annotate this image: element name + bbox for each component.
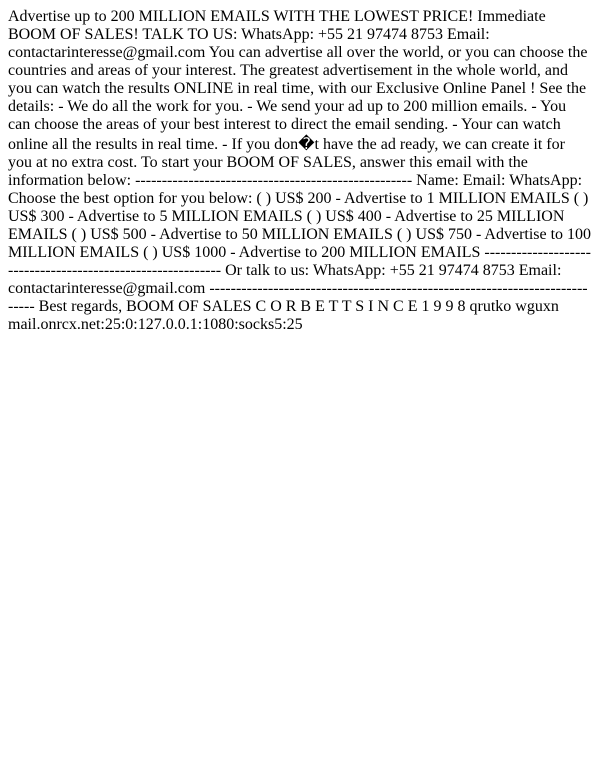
email-body-text: Advertise up to 200 MILLION EMAILS WITH THE LOWEST PRICE! Immediate BOOM OF SALES! TALK TO US: WhatsApp: +55 21 97474 8753 Email: contactarinteresse@gmail.com You can advertise all over the world, or you can choose the countries and areas of your interest. The greatest advertisement in the whole world, and you can watch the results ONLINE in real time, with our Exclusive Online Panel ! See the details: - We do all the work for you. - We send your ad up to 200 million emails. - You can choose the areas of your best interest to direct the email sending. - Your can watch online all the results in real time. - If you don�t have the ad ready, we can create it for you at no extra cost. To start your BOOM OF SALES, answer this email with the information below: ---------------------------------------------------- Name: Email: WhatsApp: Choose the best option for you below: ( ) US$ 200 - Advertise to 1 MILLION EMAILS ( ) US$ 300 - Advertise to 5 MILLION EMAILS ( ) US$ 400 - Advertise to 25 MILLION EMAILS ( ) US$ 500 - Advertise to 50 MILLION EMAILS ( ) US$ 750 - Advertise to 100 MILLION EMAILS ( ) US$ 1000 - Advertise to 200 MILLION EMAILS ------------------------------------------------------------ Or talk to us: WhatsApp: +55 21 97474 8753 Email: contactarinteresse@gmail.com ---------------------------------------------------------------------------- Best regards, BOOM OF SALES C O R B E T T S I N C E 1 9 9 8 qrutko wguxn mail.onrcx.net:25:0:127.0.0.1:1080:socks5:25 <box>8 8 592 333</box>
